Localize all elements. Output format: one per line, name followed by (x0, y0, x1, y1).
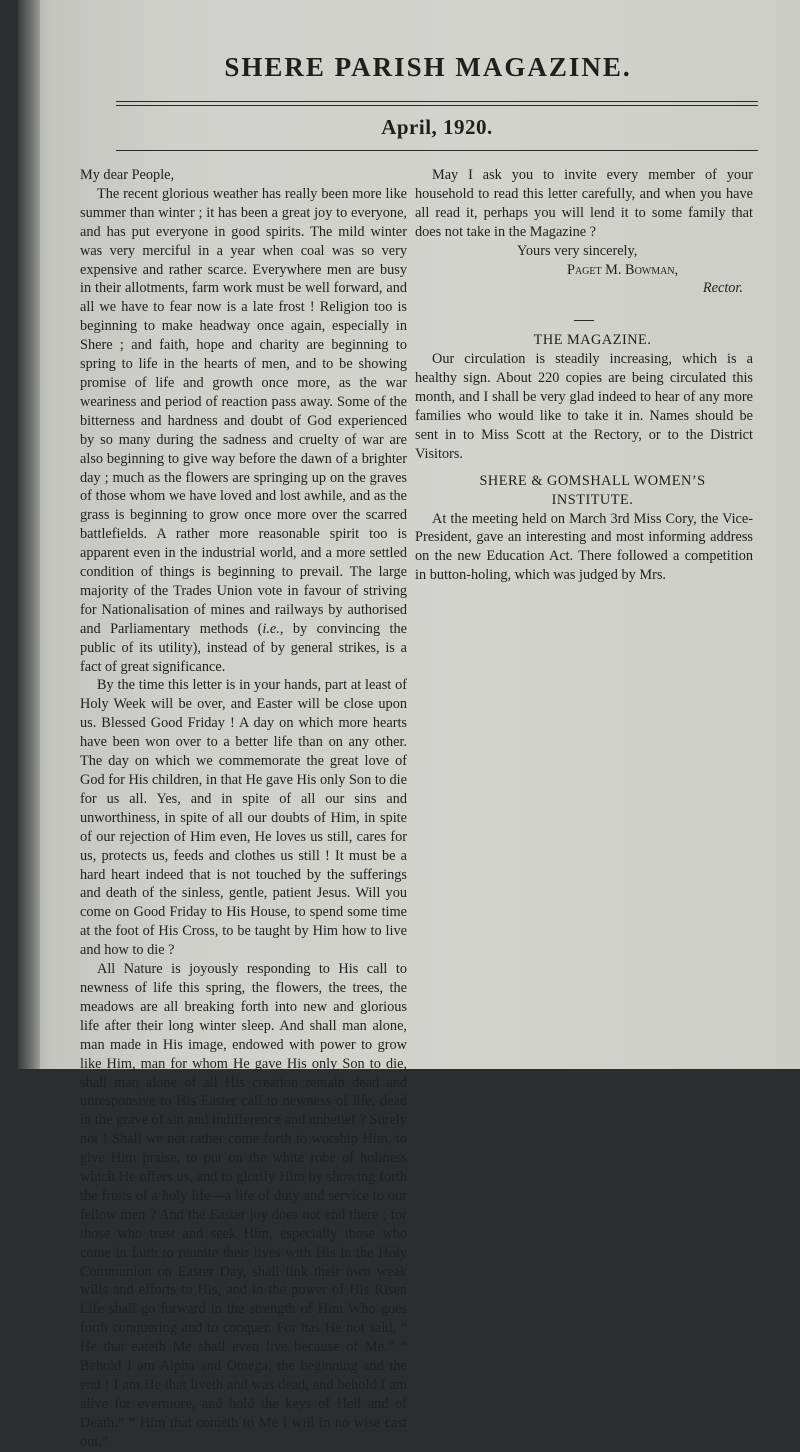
section-heading-institute-line2: INSTITUTE. (551, 491, 634, 508)
signature-name: Paget M. Bowman, (567, 261, 679, 278)
letter-salutation: My dear People, (80, 167, 175, 183)
section-heading-magazine: THE MAGAZINE. (533, 332, 652, 349)
date-rule (116, 150, 758, 151)
magazine-title: SHERE PARISH MAGAZINE. (224, 52, 632, 82)
letter-closing: Yours very sincerely, (517, 242, 638, 259)
section-heading-institute-line1: SHERE & GOMSHALL WOMEN’S (479, 472, 706, 489)
section-divider (574, 320, 594, 321)
section-body-institute: At the meeting held on March 3rd Miss Cory, the Vice-President, gave an interesting and most informing address on the new Education Act. There followed a competition in button-holing, which was judged by Mrs. (415, 510, 753, 584)
letter-paragraph-1: The recent glorious weather has really been more like summer than winter ; it has been a great joy to everyone, and has put everyone in good spirits. The mild winter was very merciful in a year when coal was so very expensive and rather scarce. Everywhere men are busy in their allotments, farm work must be well forward, and all we have to fear now is a late frost ! Religion too is beginning to make headway once again, especially in Shere ; and faith, hope and charity are beginning to spring to life in the hearts of men, and to be showing promise of life and growth once more, as the war weariness and period of reaction pass away. Some of the bitterness and hardness and doubt of God experienced by so many during the sadness and cruelty of war are also beginning to give way before the dawn of a brighter day ; much as the flowers are springing up on the graves of those whom we have loved and lost awhile, and as the grass is beginning to grow once more over the scarred battlefields. A rather more reasonable spirit too is apparent even in the industrial world, and a more settled condition of things is beginning to prevail. The large majority of the Trades Union vote in favour of striving for Nationalisation of mines and railways by authorised and Parliamentary methods (i.e., by convincing the public of its utility), instead of by general strikes, is a fact of great significance. (80, 185, 408, 675)
letter-paragraph-3: All Nature is joyously responding to His call to newness of life this spring, the flowers, the trees, the meadows are all breaking forth into new and glorious life after their long winter sleep. And shall man alone, man made in His image, endowed with power to grow like Him, man for whom He gave His only Son to die, shall man alone of all His creation remain dead and unresponsive to His Easter call to newness of life, dead in the grave of sin and indifference and unbelief ? Surely not ! Shall we not rather come forth to worship Him, to give Him praise, to put on the white robe of holiness which He offers us, and to glorify Him by showing forth the fruits of a holy life—a life of duty and service to our fellow men ? And the Easter joy does not end there ; for those who trust and seek Him, especially those who come in faith to reunite their lives with His in the Holy Communion on Easter Day, shall link their own weak wills and efforts to His, and in the power of His Risen Life shall go forward in the strength of Him Who goes forth conquering and to conquer. For has He not said, “ He that eateth Me shall even live because of Me.” “ Behold I am Alpha and Omega, the beginning and the end ! I am He that liveth and was dead, and behold I am alive for evermore, and hold the keys of Hell and of Death.” “ Him that cometh to Me I will in no wise cast out.” (80, 961, 407, 1450)
letter-paragraph-2: By the time this letter is in your hands, part at least of Holy Week will be over, and Easter will be close upon us. Blessed Good Friday ! A day on which more hearts have been won over to a better life than on any other. The day on which we commemorate the great love of God for His children, in that He gave His only Son to die for us all. Yes, and in spite of all our sins and unworthiness, in spite of all our doubts of Him, in spite of our rejection of Him even, He loves us still, cares for us, protects us, feeds and clothes us still ! It must be a hard heart indeed that is not touched by the sufferings and death of the sinless, gentle, patient Jesus. Will you come on Good Friday to His House, to spend some time at the foot of His Cross, to be taught by Him how to live and how to die ? (80, 677, 407, 959)
left-column (80, 166, 407, 1452)
title-rule (116, 101, 758, 102)
section-body-magazine: Our circulation is steadily increasing, which is a healthy sign. About 220 copies are being circulated this month, and I shall be very glad indeed to hear of any more families who would like to take it in. Names should be sent in to Miss Scott at the Rectory, or to the District Visitors. (415, 351, 753, 462)
title-rule-thin (116, 105, 758, 106)
binding-gutter (18, 0, 40, 1069)
signature-title: Rector. (702, 280, 743, 297)
right-column (415, 166, 753, 585)
letter-signoff (415, 242, 753, 299)
issue-date: April, 1920. (381, 115, 493, 139)
magazine-page (18, 0, 800, 1450)
letter-paragraph-4: May I ask you to invite every member of your household to read this letter carefully, and when you have all read it, perhaps you will lend it to some family that does not take in the Magazine ? (415, 167, 753, 240)
